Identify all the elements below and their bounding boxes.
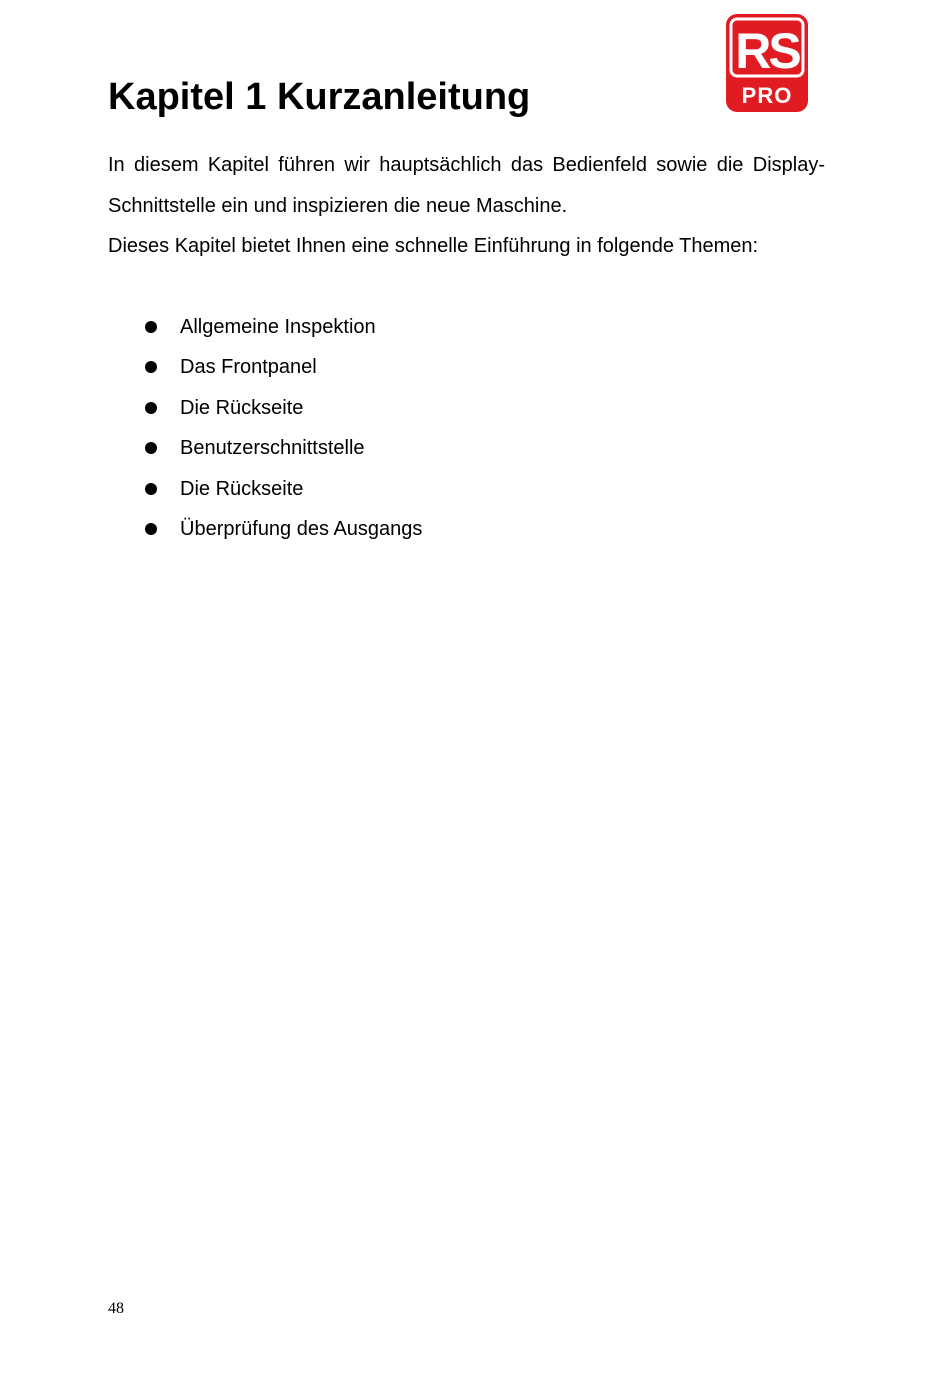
- page-number: 48: [108, 1300, 124, 1317]
- bullet-icon: [145, 442, 157, 454]
- topic-label: Das Frontpanel: [180, 356, 317, 379]
- bullet-icon: [145, 483, 157, 495]
- topic-label: Benutzerschnittstelle: [180, 437, 365, 460]
- bullet-icon: [145, 402, 157, 414]
- topic-label: Die Rückseite: [180, 396, 304, 419]
- topic-label: Allgemeine Inspektion: [180, 316, 376, 338]
- intro-paragraph: In diesem Kapitel führen wir hauptsächlich das Bedienfeld sowie die Display-Schnittstelle ein und inspizieren die neue Maschine.: [108, 154, 825, 217]
- bullet-icon: [145, 321, 157, 333]
- page-title: Kapitel 1 Kurzanleitung: [108, 76, 531, 118]
- bullet-icon: [145, 361, 157, 373]
- topics-intro: Dieses Kapitel bietet Ihnen eine schnelle Einführung in folgende Themen:: [108, 235, 759, 257]
- svg-text:PRO: PRO: [741, 83, 793, 108]
- rs-pro-logo: [726, 14, 808, 112]
- bullet-icon: [145, 523, 157, 535]
- topic-label: Die Rückseite: [180, 477, 304, 500]
- topic-label: Überprüfung des Ausgangs: [180, 517, 423, 540]
- svg-text:RS: RS: [735, 23, 799, 79]
